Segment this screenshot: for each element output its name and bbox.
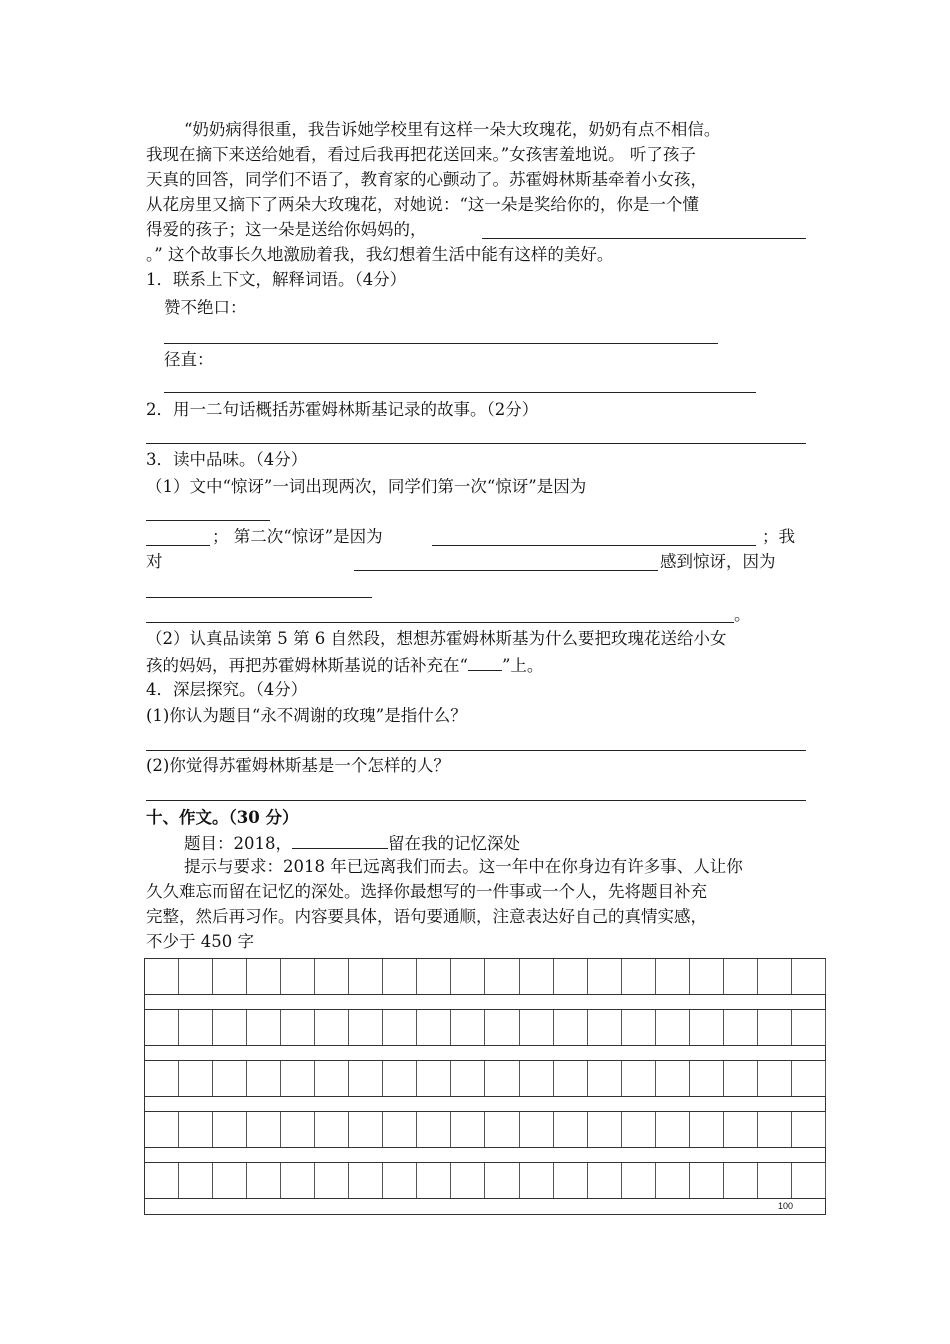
grid-cell[interactable] [179,1010,213,1045]
grid-cell[interactable] [485,1163,519,1198]
q3-text: ”上。 [501,656,544,675]
grid-cell[interactable] [281,1163,315,1198]
grid-cell[interactable] [315,1163,349,1198]
grid-cell[interactable] [792,1163,826,1198]
grid-cell[interactable] [213,1061,247,1096]
grid-spacer [144,1147,826,1162]
q3-text: 孩的妈妈，再把苏霍姆林斯基说的话补充在“ [146,656,468,675]
grid-cell[interactable] [417,959,451,994]
grid-row [144,1111,826,1147]
question-3-title: 3．读中品味。（4分） [146,450,308,469]
quote-blank [468,652,502,671]
grid-cell[interactable] [690,1010,724,1045]
topic-prefix: 题目：2018， [184,834,292,853]
question-3-text: ； 第二次“惊讶”是因为 [212,527,383,546]
grid-cell[interactable] [520,1163,554,1198]
grid-cell[interactable] [349,959,383,994]
grid-cell[interactable] [554,1163,588,1198]
essay-requirement: 完整，然后再习作。内容要具体，语句要通顺，注意表达好自己的真情实感， [146,907,707,926]
answer-line[interactable] [164,343,718,344]
grid-row [144,1060,826,1096]
grid-cell[interactable] [724,1112,758,1147]
grid-cell[interactable] [213,1112,247,1147]
grid-cell[interactable] [758,1112,792,1147]
question-3-part-1: （1）文中“惊讶”一词出现两次，同学们第一次“惊讶”是因为 [146,477,587,496]
grid-cell[interactable] [690,1061,724,1096]
grid-cell[interactable] [247,1163,281,1198]
grid-cell[interactable] [417,1112,451,1147]
passage-line: 天真的回答，同学们不语了，教育家的心颤动了。苏霍姆林斯基牵着小女孩， [146,170,707,189]
passage-line: 得爱的孩子；这一朵是送给你妈妈的， [146,220,427,239]
grid-cell[interactable] [315,959,349,994]
grid-cell[interactable] [349,1010,383,1045]
answer-line[interactable] [432,545,756,546]
grid-cell[interactable] [383,1061,417,1096]
grid-cell[interactable] [520,1061,554,1096]
grid-cell[interactable] [349,1163,383,1198]
grid-cell[interactable] [383,1010,417,1045]
passage-line: 我现在摘下来送给她看，看过后我再把花送回来。”女孩害羞地说。 听了孩子 [146,145,696,164]
grid-cell[interactable] [656,1112,690,1147]
word-2-label: 径直： [164,350,214,369]
answer-line[interactable] [146,622,734,623]
grid-cell[interactable] [247,959,281,994]
grid-row [144,958,826,994]
grid-cell[interactable] [145,1061,179,1096]
grid-cell[interactable] [588,959,622,994]
grid-cell[interactable] [213,959,247,994]
grid-cell[interactable] [417,1163,451,1198]
grid-cell[interactable] [145,1163,179,1198]
grid-cell[interactable] [758,959,792,994]
grid-cell[interactable] [588,1112,622,1147]
grid-cell[interactable] [622,1112,656,1147]
question-3-text: 。 [734,605,751,624]
grid-cell[interactable] [520,1112,554,1147]
question-4-part-2: (2)你觉得苏霍姆林斯基是一个怎样的人？ [146,756,450,775]
passage-line: “奶奶病得很重，我告诉她学校里有这样一朵大玫瑰花，奶奶有点不相信。 [184,120,721,139]
grid-cell[interactable] [656,1061,690,1096]
grid-cell[interactable] [179,1061,213,1096]
grid-cell[interactable] [213,1163,247,1198]
question-3-part-2 [146,652,543,678]
question-4-title: 4．深层探究。（4分） [146,680,308,699]
grid-cell[interactable] [349,1112,383,1147]
grid-row [144,1162,826,1198]
essay-requirement: 不少于 450 字 [146,932,254,951]
answer-line[interactable] [146,545,210,546]
grid-cell[interactable] [520,959,554,994]
grid-cell[interactable] [383,1163,417,1198]
grid-cell[interactable] [622,1010,656,1045]
grid-cell[interactable] [724,1061,758,1096]
grid-spacer [144,994,826,1009]
writing-grid[interactable] [144,958,826,1215]
character-count: 100 [778,1201,794,1211]
grid-cell[interactable] [451,1010,485,1045]
grid-cell[interactable] [792,1112,826,1147]
grid-cell[interactable] [145,1010,179,1045]
answer-line[interactable] [146,800,806,801]
grid-cell[interactable] [758,1163,792,1198]
grid-cell[interactable] [656,1010,690,1045]
grid-cell[interactable] [588,1061,622,1096]
grid-cell[interactable] [315,1061,349,1096]
grid-cell[interactable] [554,1112,588,1147]
passage-line: 从花房里又摘下了两朵大玫瑰花，对她说：“这一朵是奖给你的，你是一个懂 [146,195,699,214]
grid-cell[interactable] [622,1163,656,1198]
grid-cell[interactable] [451,1163,485,1198]
question-2-title: 2．用一二句话概括苏霍姆林斯基记录的故事。（2分） [146,400,539,419]
grid-cell[interactable] [451,959,485,994]
grid-cell[interactable] [588,1010,622,1045]
grid-cell[interactable] [417,1061,451,1096]
essay-topic [184,830,520,856]
answer-blank[interactable] [482,238,806,239]
grid-cell[interactable] [179,1163,213,1198]
word-1-label: 赞不绝口： [164,298,247,317]
grid-cell[interactable] [554,1010,588,1045]
grid-cell[interactable] [247,1112,281,1147]
grid-footer [144,1198,826,1215]
topic-blank[interactable] [292,830,388,849]
grid-cell[interactable] [281,959,315,994]
grid-cell[interactable] [690,1163,724,1198]
question-1-title: 1．联系上下文，解释词语。（4分） [146,270,407,289]
grid-row [144,1009,826,1045]
question-3-text: 感到惊讶，因为 [660,552,776,571]
grid-cell[interactable] [247,1010,281,1045]
passage-line: 。” 这个故事长久地激励着我，我幻想着生活中能有这样的美好。 [146,245,614,264]
grid-cell[interactable] [656,1163,690,1198]
grid-cell[interactable] [145,1112,179,1147]
grid-cell[interactable] [349,1061,383,1096]
grid-cell[interactable] [281,1061,315,1096]
grid-cell[interactable] [485,1061,519,1096]
grid-cell[interactable] [451,1112,485,1147]
essay-requirement: 久久难忘而留在记忆的深处。选择你最想写的一件事或一个人，先将题目补充 [146,882,707,901]
answer-line[interactable] [146,520,270,521]
grid-cell[interactable] [690,959,724,994]
grid-cell[interactable] [622,959,656,994]
essay-heading: 十、作文。（30 分） [146,808,299,827]
grid-cell[interactable] [554,1061,588,1096]
grid-cell[interactable] [315,1010,349,1045]
grid-cell[interactable] [792,1010,826,1045]
answer-line[interactable] [146,750,806,751]
answer-line[interactable] [354,570,658,571]
grid-cell[interactable] [724,1010,758,1045]
grid-cell[interactable] [315,1112,349,1147]
grid-cell[interactable] [758,1061,792,1096]
grid-cell[interactable] [588,1163,622,1198]
grid-cell[interactable] [485,1112,519,1147]
grid-cell[interactable] [690,1112,724,1147]
answer-line[interactable] [146,597,372,598]
grid-cell[interactable] [792,1061,826,1096]
grid-cell[interactable] [179,1112,213,1147]
grid-cell[interactable] [622,1061,656,1096]
topic-suffix: 留在我的记忆深处 [388,834,520,853]
grid-cell[interactable] [758,1010,792,1045]
question-3-part-2: （2）认真品读第 5 第 6 自然段，想想苏霍姆林斯基为什么要把玫瑰花送给小女 [146,629,727,648]
grid-cell[interactable] [520,1010,554,1045]
grid-cell[interactable] [383,1112,417,1147]
grid-cell[interactable] [247,1061,281,1096]
grid-cell[interactable] [213,1010,247,1045]
grid-cell[interactable] [145,959,179,994]
grid-cell[interactable] [792,959,826,994]
question-4-part-1: (1)你认为题目“永不凋谢的玫瑰”是指什么？ [146,706,467,725]
grid-cell[interactable] [554,959,588,994]
question-3-text: 对 [146,552,163,571]
grid-cell[interactable] [281,1010,315,1045]
answer-line[interactable] [164,392,756,393]
grid-spacer [144,1096,826,1111]
grid-cell[interactable] [485,959,519,994]
grid-spacer [144,1045,826,1060]
grid-cell[interactable] [724,959,758,994]
grid-cell[interactable] [656,959,690,994]
question-3-text: ；我 [762,527,795,546]
grid-cell[interactable] [281,1112,315,1147]
grid-cell[interactable] [417,1010,451,1045]
answer-line[interactable] [146,443,806,444]
essay-requirement: 提示与要求：2018 年已远离我们而去。这一年中在你身边有许多事、人让你 [184,857,743,876]
grid-cell[interactable] [451,1061,485,1096]
grid-cell[interactable] [383,959,417,994]
grid-cell[interactable] [724,1163,758,1198]
grid-cell[interactable] [485,1010,519,1045]
grid-cell[interactable] [179,959,213,994]
